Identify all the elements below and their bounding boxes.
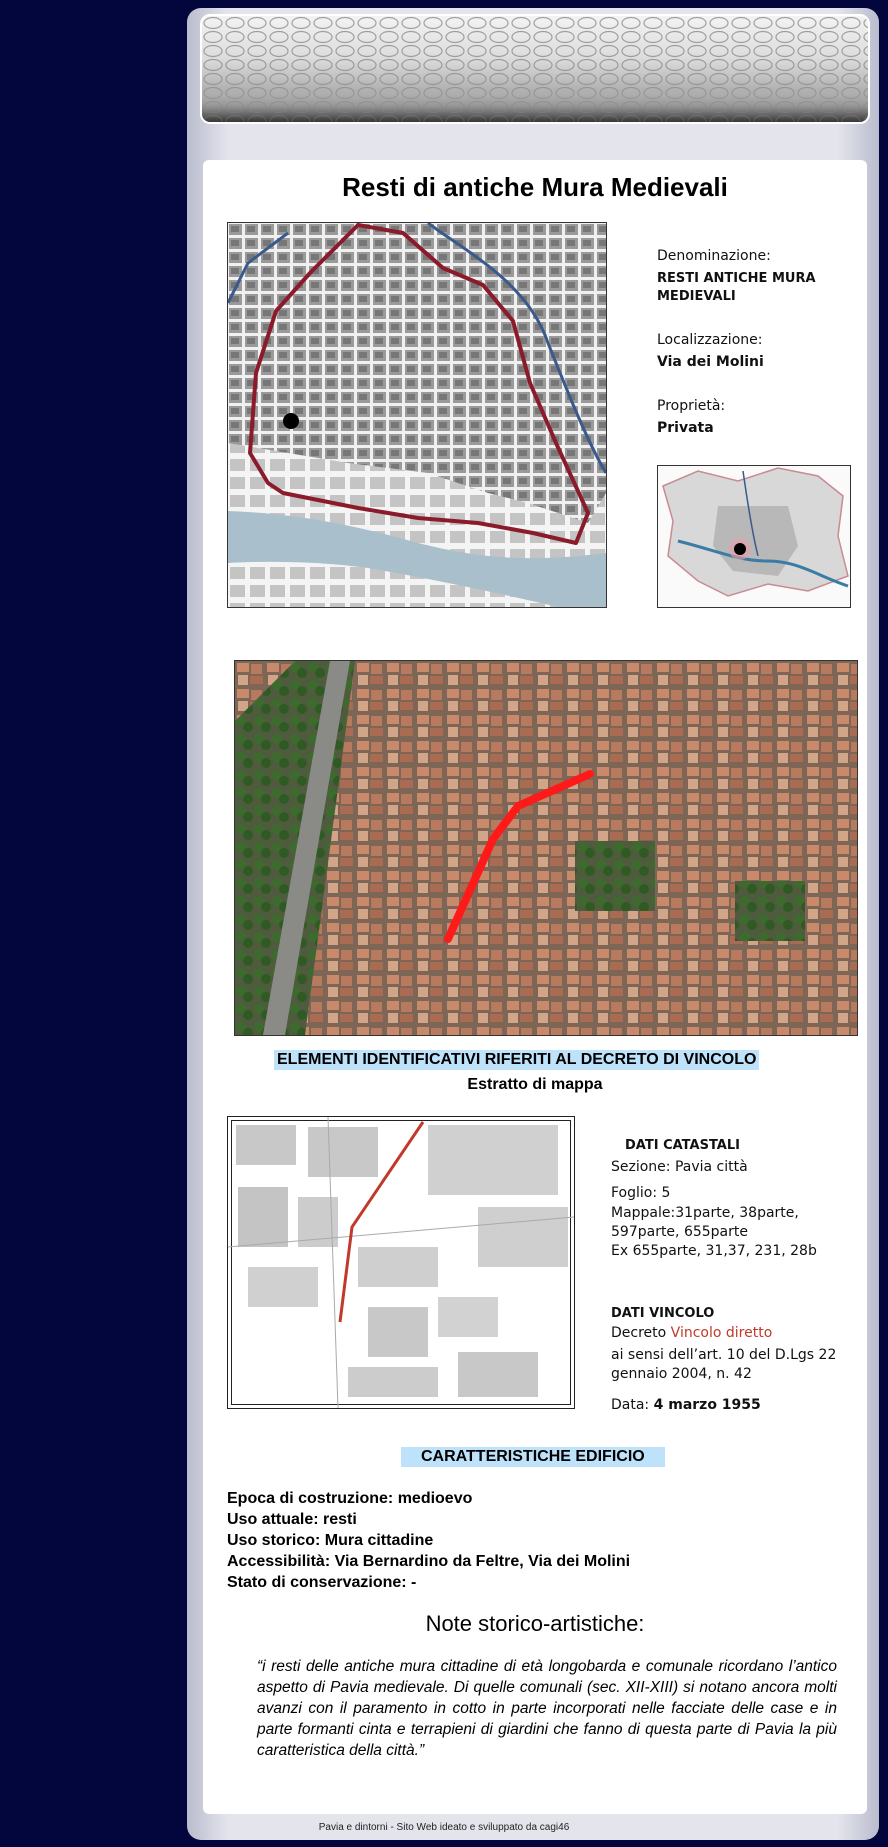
vincolo-data-value: 4 marzo 1955 — [653, 1397, 761, 1413]
footer-credit: Pavia e dintorni - Sito Web ideato e sviluppato da cagi46 — [318, 1822, 570, 1833]
cadastral-map — [227, 1116, 575, 1409]
feature-uso-storico: Uso storico: Mura cittadine — [227, 1532, 434, 1549]
localizzazione-label: Localizzazione: — [657, 332, 763, 348]
feature-stato: Stato di conservazione: - — [227, 1574, 417, 1591]
catastali-ex: Ex 655parte, 31,37, 231, 28b — [611, 1243, 817, 1259]
page-title: Resti di antiche Mura Medievali — [342, 172, 728, 202]
overview-map — [657, 465, 851, 608]
catastali-heading: DATI CATASTALI — [625, 1138, 740, 1153]
vincolo-decreto — [611, 1324, 772, 1343]
feature-uso-attuale: Uso attuale: resti — [227, 1511, 357, 1528]
aerial-photo — [234, 660, 858, 1036]
feature-accessibilita: Accessibilità: Via Bernardino da Feltre, Via dei Molini — [227, 1553, 631, 1570]
caratteristiche-heading: CARATTERISTICHE EDIFICIO — [401, 1447, 665, 1467]
note-text: “i resti delle antiche mura cittadine di età longobarda e comunale ricordano l’antico aspetto di Pavia medievale. Di quelle comunali (sec. XII-XIII) si notano ancora molti avanzi con il paramento in cotto in parte incorporati nelle facciate delle case e in parte formanti cinta e terrapieni di giardini che fanno di questa parte di Pavia la più caratteristica della città.” — [257, 1658, 837, 1759]
overview-marker — [734, 543, 746, 555]
extract-heading: Estratto di mappa — [467, 1076, 603, 1093]
content-panel — [203, 160, 867, 1814]
vincolo-diretto-link[interactable]: Vincolo diretto — [670, 1325, 773, 1341]
vincolo-sensi: ai sensi dell’art. 10 del D.Lgs 22 gennaio 2004, n. 42 — [611, 1347, 837, 1382]
vincolo-decreto-prefix: Decreto — [611, 1325, 671, 1341]
note-heading: Note storico-artistiche: — [425, 1611, 645, 1636]
proprieta-label: Proprietà: — [657, 398, 726, 414]
location-marker — [283, 413, 299, 429]
catastali-sezione: Sezione: Pavia città — [611, 1159, 748, 1175]
catastali-mappale: Mappale:31parte, 38parte, 597parte, 655parte — [611, 1205, 799, 1240]
feature-epoca: Epoca di costruzione: medioevo — [227, 1490, 473, 1507]
cobblestone-pattern — [202, 16, 868, 122]
vincolo-data-label: Data: — [611, 1397, 654, 1413]
city-walls-map — [227, 222, 607, 608]
header-banner — [200, 14, 870, 124]
proprieta-value: Privata — [657, 420, 714, 436]
vincolo-heading: DATI VINCOLO — [611, 1306, 715, 1321]
catastali-foglio: Foglio: 5 — [611, 1185, 671, 1201]
vincolo-data — [611, 1396, 761, 1415]
denominazione-label: Denominazione: — [657, 248, 771, 264]
localizzazione-value: Via dei Molini — [657, 354, 764, 370]
denominazione-value: RESTI ANTICHE MURA MEDIEVALI — [657, 271, 816, 304]
decree-heading: ELEMENTI IDENTIFICATIVI RIFERITI AL DECRETO DI VINCOLO — [274, 1050, 759, 1070]
